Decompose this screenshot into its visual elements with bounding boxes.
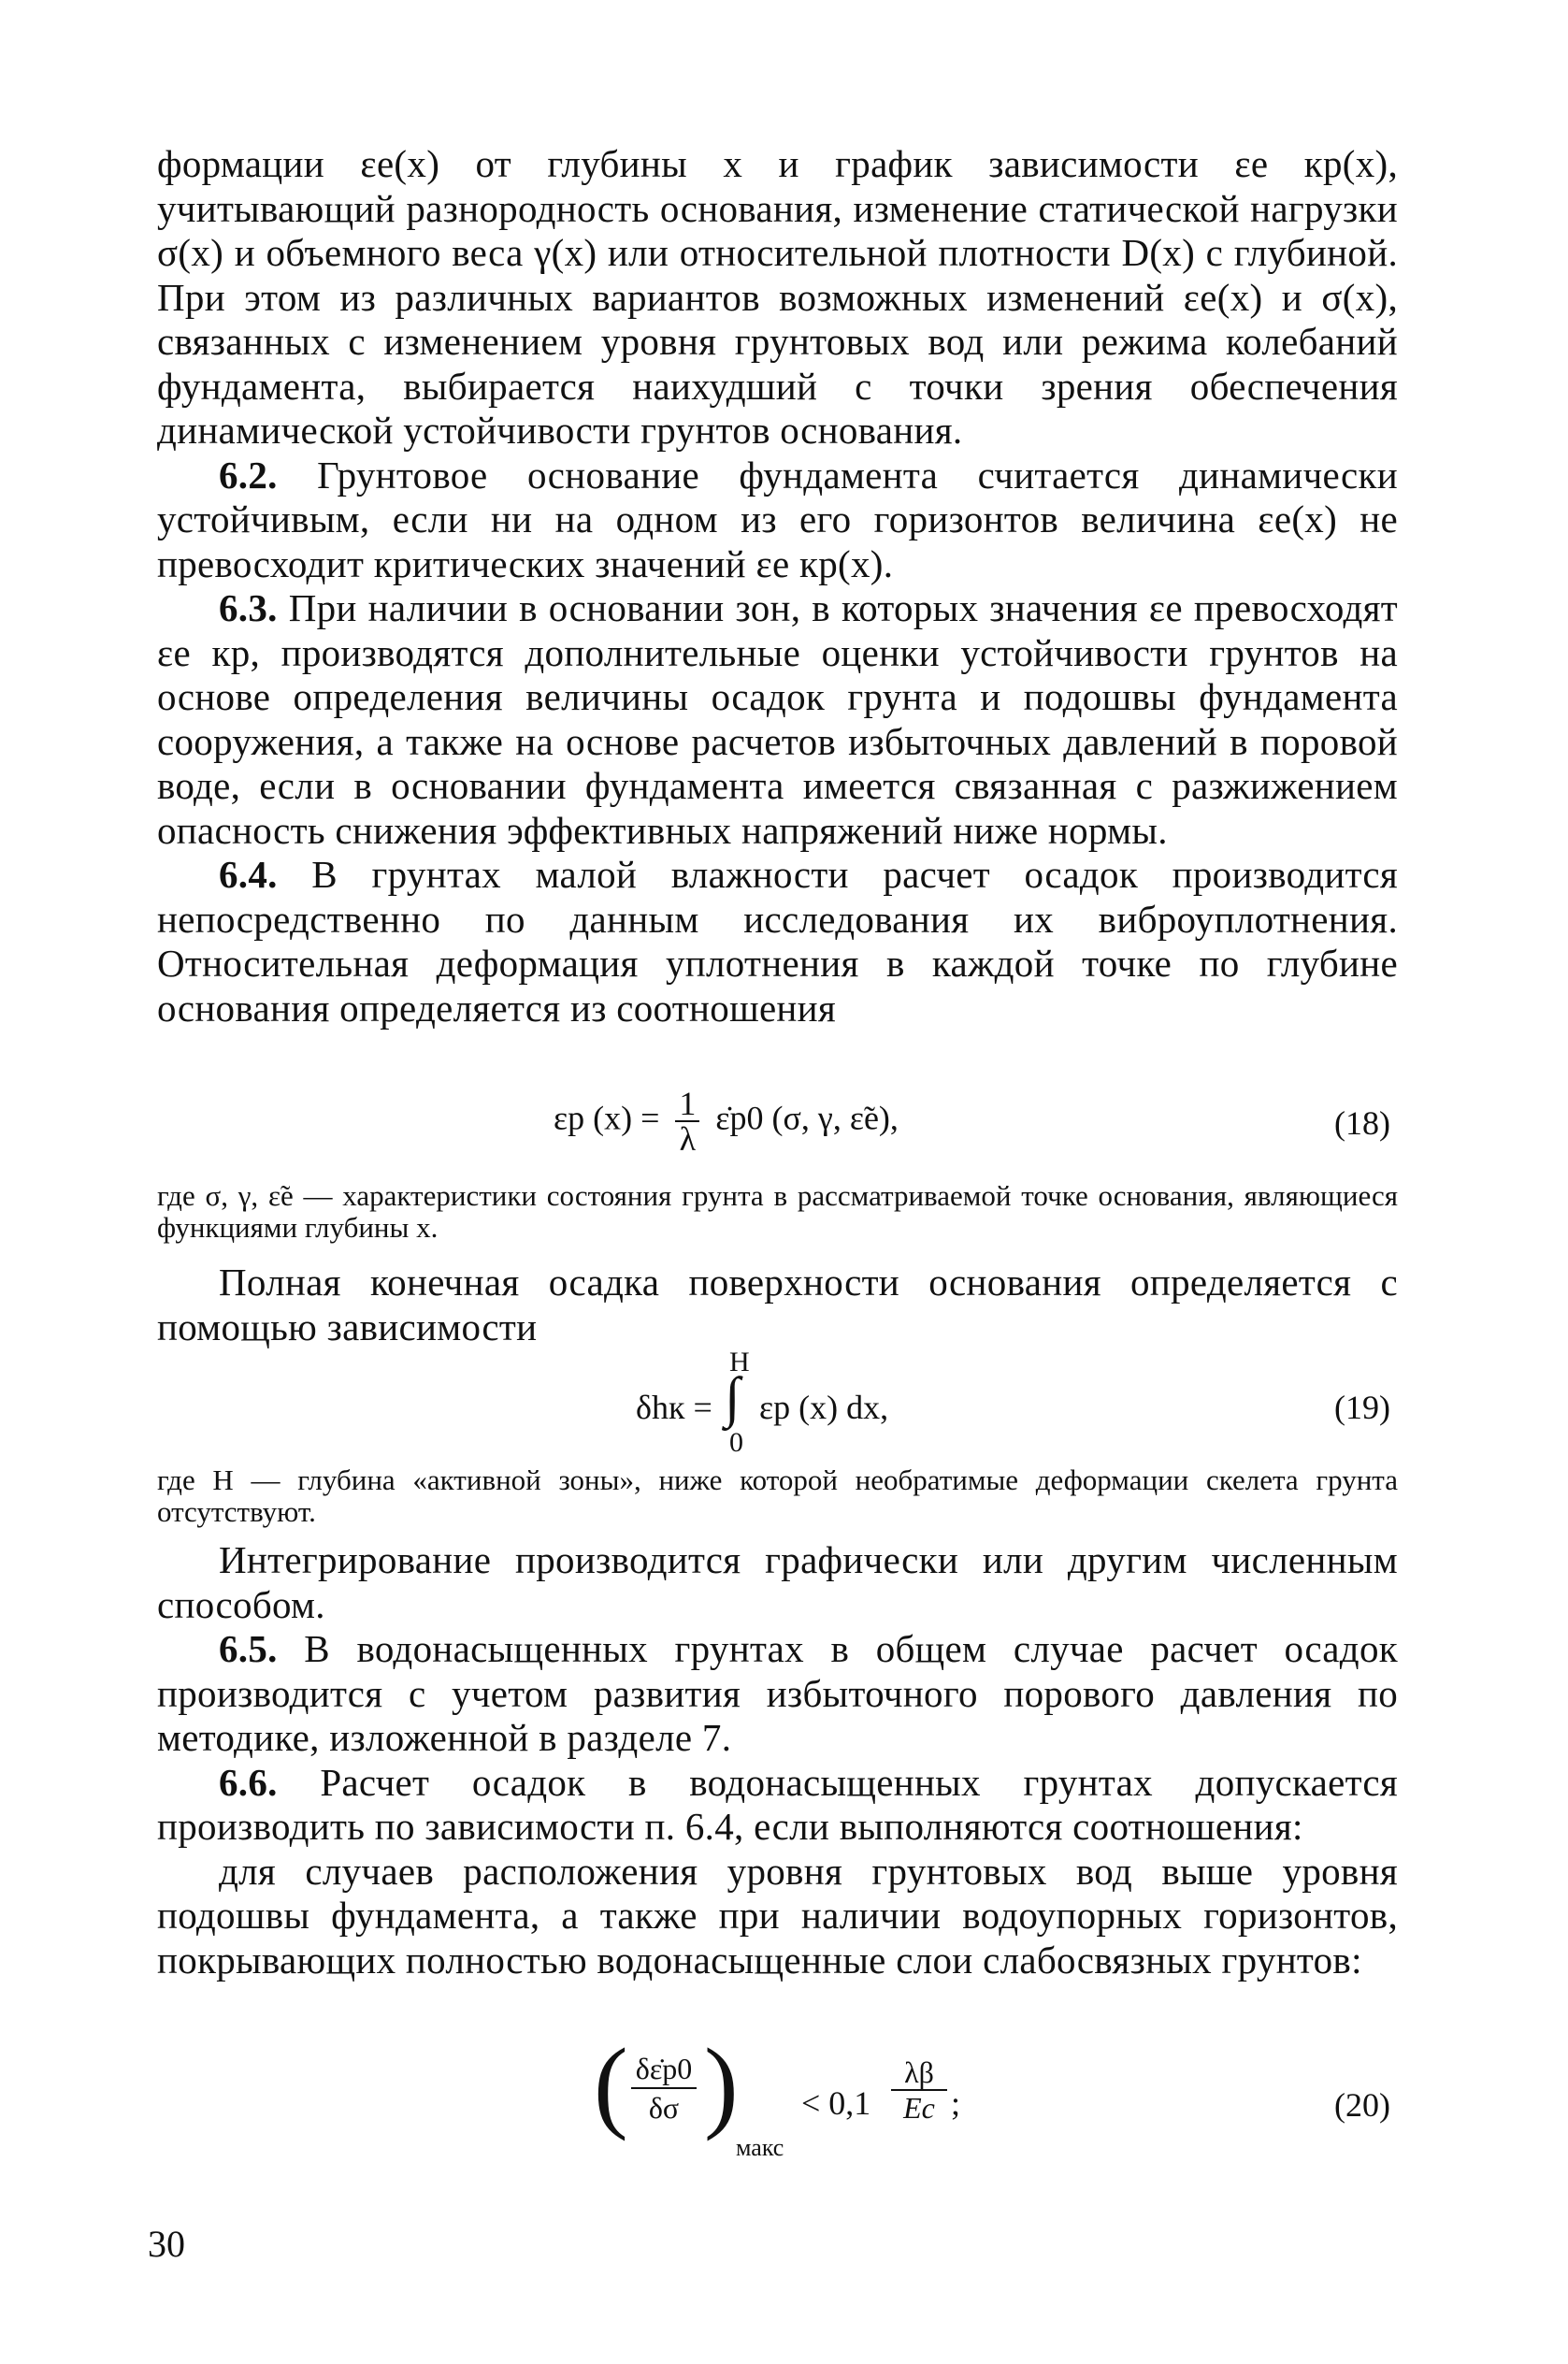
paragraph-6-4: [157, 853, 1398, 1031]
paragraph-full-settlement: Полная конечная осадка поверхности основания определяется с помощью зависимости: [157, 1261, 1398, 1348]
eq20-left-paren: (: [594, 2027, 628, 2141]
eq20-rhs-denominator: Ec: [903, 2091, 935, 2125]
eq20-denominator: δσ: [648, 2091, 680, 2125]
equation-18: [554, 1087, 899, 1156]
text-block-3: [157, 1538, 1398, 1982]
paragraph-6-3: [157, 586, 1398, 853]
paragraph-6-6-text: Расчет осадок в водонасыщенных грунтах допускается производить по зависимости п. 6.4, если выполняются соотношения:: [157, 1760, 1398, 1848]
paragraph-6-4-text: В грунтах малой влажности расчет осадок производится непосредственно по данным исследования их виброуплотнения. Относительная деформация уплотнения в каждой точке по глубине основания определяется из соотношения: [157, 853, 1398, 1030]
paragraph-integration: Интегрирование производится графически или другим численным способом.: [157, 1538, 1398, 1626]
paragraph-cases: для случаев расположения уровня грунтовых вод выше уровня подошвы фундамента, а также при наличии водоупорных горизонтов, покрывающих полностью водонасыщенные слои слабосвязных грунтов:: [157, 1849, 1398, 1982]
eq18-lhs: εp (x) =: [554, 1099, 660, 1137]
eq18-rhs: ε̇p0 (σ, γ, ε̃e),: [715, 1099, 899, 1137]
equation-number-20: (20): [1334, 2086, 1390, 2124]
eq20-rhs-numerator: λβ: [891, 2055, 947, 2091]
eq20-relation: < 0,1: [801, 2084, 871, 2122]
text-block-1: [157, 142, 1398, 1031]
eq20-tail: ;: [951, 2084, 961, 2122]
eq18-numerator: 1: [675, 1087, 699, 1122]
paragraph-6-5-text: В водонасыщенных грунтах в общем случае расчет осадок производится с учетом развития избыточного порового давления по методике, изложенной в разделе 7.: [157, 1627, 1398, 1759]
eq19-lhs: δhк =: [636, 1389, 712, 1426]
eq19-lower-limit: 0: [729, 1427, 743, 1458]
section-number-6-2: 6.2.: [219, 453, 278, 497]
note-19: [157, 1464, 1398, 1528]
eq20-fraction: [631, 2050, 697, 2126]
eq19-rhs: εp (x) dx,: [759, 1389, 889, 1426]
paragraph-6-2-text: Грунтовое основание фундамента считается динамически устойчивым, если ни на одном из его горизонтов величина εe(x) не превосходит критических значений εe кр(x).: [157, 453, 1398, 585]
note-19-text: где H — глубина «активной зоны», ниже которой необратимые деформации скелета грунта отсутствуют.: [157, 1463, 1398, 1528]
equation-number-18: (18): [1334, 1104, 1390, 1142]
eq20-numerator: δε̇p0: [631, 2050, 697, 2089]
equation-20: [594, 2027, 986, 2162]
eq19-upper-limit: H: [729, 1347, 750, 1377]
equation-19: [636, 1347, 991, 1458]
section-number-6-6: 6.6.: [219, 1760, 278, 1804]
text-block-2: [157, 1261, 1398, 1349]
section-number-6-3: 6.3.: [219, 586, 278, 629]
note-18: [157, 1180, 1398, 1244]
note-18-text: где σ, γ, ε̃e — характеристики состояния грунта в рассматриваемой точке основания, являющиеся функциями глубины x.: [157, 1179, 1398, 1244]
equation-number-19: (19): [1334, 1389, 1390, 1426]
eq18-fraction: [675, 1087, 699, 1156]
eq20-subscript: макс: [736, 2134, 784, 2161]
paragraph-6-3-text: При наличии в основании зон, в которых значения εe превосходят εe кр, производятся дополнительные оценки устойчивости грунтов на основе определения величины осадок грунта и подошвы фундамента сооружения, а также на основе расчетов избыточных давлений в поровой воде, если в основании фундамента имеется связанная с разжижением опасность снижения эффективных напряжений ниже нормы.: [157, 586, 1398, 852]
section-number-6-5: 6.5.: [219, 1627, 278, 1670]
eq18-denominator: λ: [679, 1120, 697, 1158]
paragraph-6-2: [157, 454, 1398, 587]
eq20-rhs-fraction: [891, 2055, 947, 2125]
paragraph-intro: формации εe(x) от глубины x и график зависимости εe кр(x), учитывающий разнородность основания, изменение статической нагрузки σ(x) и объемного веса γ(x) или относительной плотности D(x) с глубиной. При этом из различных вариантов возможных изменений εe(x) и σ(x), связанных с изменением уровня грунтовых вод или режима колебаний фундамента, выбирается наихудший с точки зрения обеспечения динамической устойчивости грунтов основания.: [157, 142, 1398, 452]
eq20-right-paren: ): [704, 2027, 739, 2141]
page-number: 30: [148, 2223, 185, 2265]
section-number-6-4: 6.4.: [219, 853, 278, 896]
paragraph-6-5: [157, 1627, 1398, 1761]
paragraph-6-6: [157, 1761, 1398, 1850]
eq19-integral-sign: ∫: [725, 1366, 741, 1428]
